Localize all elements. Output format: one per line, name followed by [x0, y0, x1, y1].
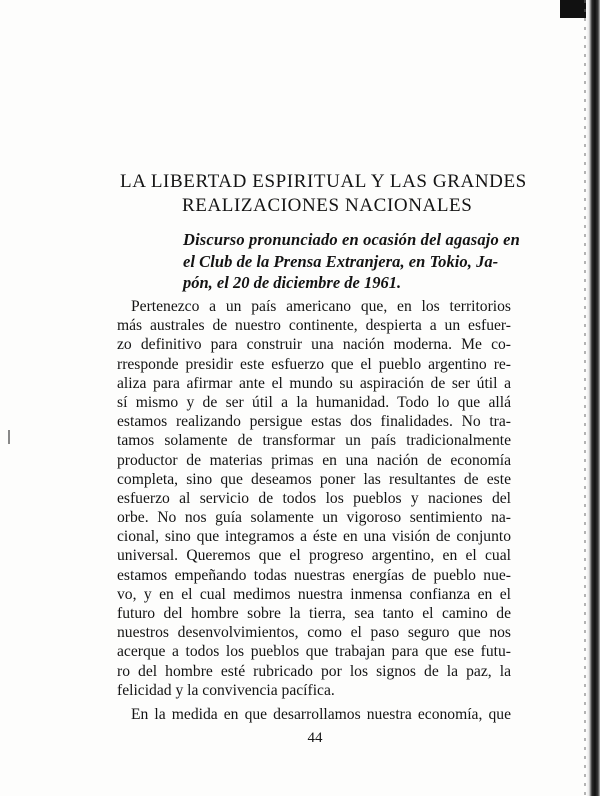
- chapter-title-line: LA LIBERTAD ESPIRITUAL Y LAS GRANDES: [120, 171, 527, 192]
- text-line: tamos solamente de transformar un país tradicionalmente: [117, 432, 511, 450]
- body-text: [117, 297, 511, 724]
- text-line: ro del hombre esté rubricado por los signos de la paz, la: [117, 662, 511, 680]
- text-line: completa, sino que deseamos poner las resultantes de este: [117, 470, 511, 488]
- subtitle-line: Discurso pronunciado en ocasión del agasajo en: [183, 230, 520, 249]
- speech-context-subtitle: [183, 229, 520, 294]
- chapter-title-line: REALIZACIONES NACIONALES: [182, 195, 473, 216]
- subtitle-line: pón, el 20 de diciembre de 1961.: [183, 273, 402, 292]
- text-line: vo, y en el cual medimos nuestra inmensa confianza en el: [117, 585, 511, 603]
- text-line: estamos realizando persigue estas dos finalidades. No tra-: [117, 413, 511, 431]
- text-line: más australes de nuestro continente, despierta a un esfuer-: [117, 317, 511, 335]
- text-line: acerque a todos los pueblos que trabajan para que ese futu-: [117, 643, 511, 661]
- text-line: felicidad y la convivencia pacífica.: [117, 681, 335, 699]
- text-line: estamos empeñando todas nuestras energías de pueblo nue-: [117, 566, 511, 584]
- text-line: En la medida en que desarrollamos nuestra economía, que: [131, 705, 511, 723]
- text-line: futuro del hombre sobre la tierra, sea tanto el camino de: [117, 605, 511, 622]
- text-line: orbe. No nos guía solamente un vigoroso sentimiento na-: [117, 509, 511, 527]
- text-line: rresponde presidir este esfuerzo que el pueblo argentino re-: [117, 355, 511, 373]
- text-line: sí mismo y de ser útil a la humanidad. Todo lo que allá: [117, 393, 511, 411]
- text-line: universal. Queremos que el progreso argentino, en el cual: [117, 547, 511, 565]
- text-line: esfuerzo al servicio de todos los pueblos y naciones del: [117, 489, 511, 507]
- subtitle-line: el Club de la Prensa Extranjera, en Tokio, Ja-: [183, 251, 499, 271]
- scan-binding-edge: [586, 0, 600, 796]
- text-line: cional, sino que integramos a éste en una visión de conjunto: [117, 528, 511, 546]
- chapter-title: [120, 170, 527, 218]
- text-line: zo definitivo para construir una nación moderna. Me co-: [117, 336, 511, 354]
- page-number: 44: [307, 730, 323, 746]
- text-line: aliza para afirmar ante el mundo su aspiración de ser útil a: [117, 374, 511, 392]
- scan-edge-texture: [584, 0, 586, 796]
- scan-left-mark: [8, 430, 10, 444]
- text-line: productor de materias primas en una nación de economía: [117, 451, 511, 469]
- text-line: nuestros desenvolvimientos, como el paso seguro que nos: [117, 624, 511, 642]
- text-line: Pertenezco a un país americano que, en los territorios: [131, 298, 511, 315]
